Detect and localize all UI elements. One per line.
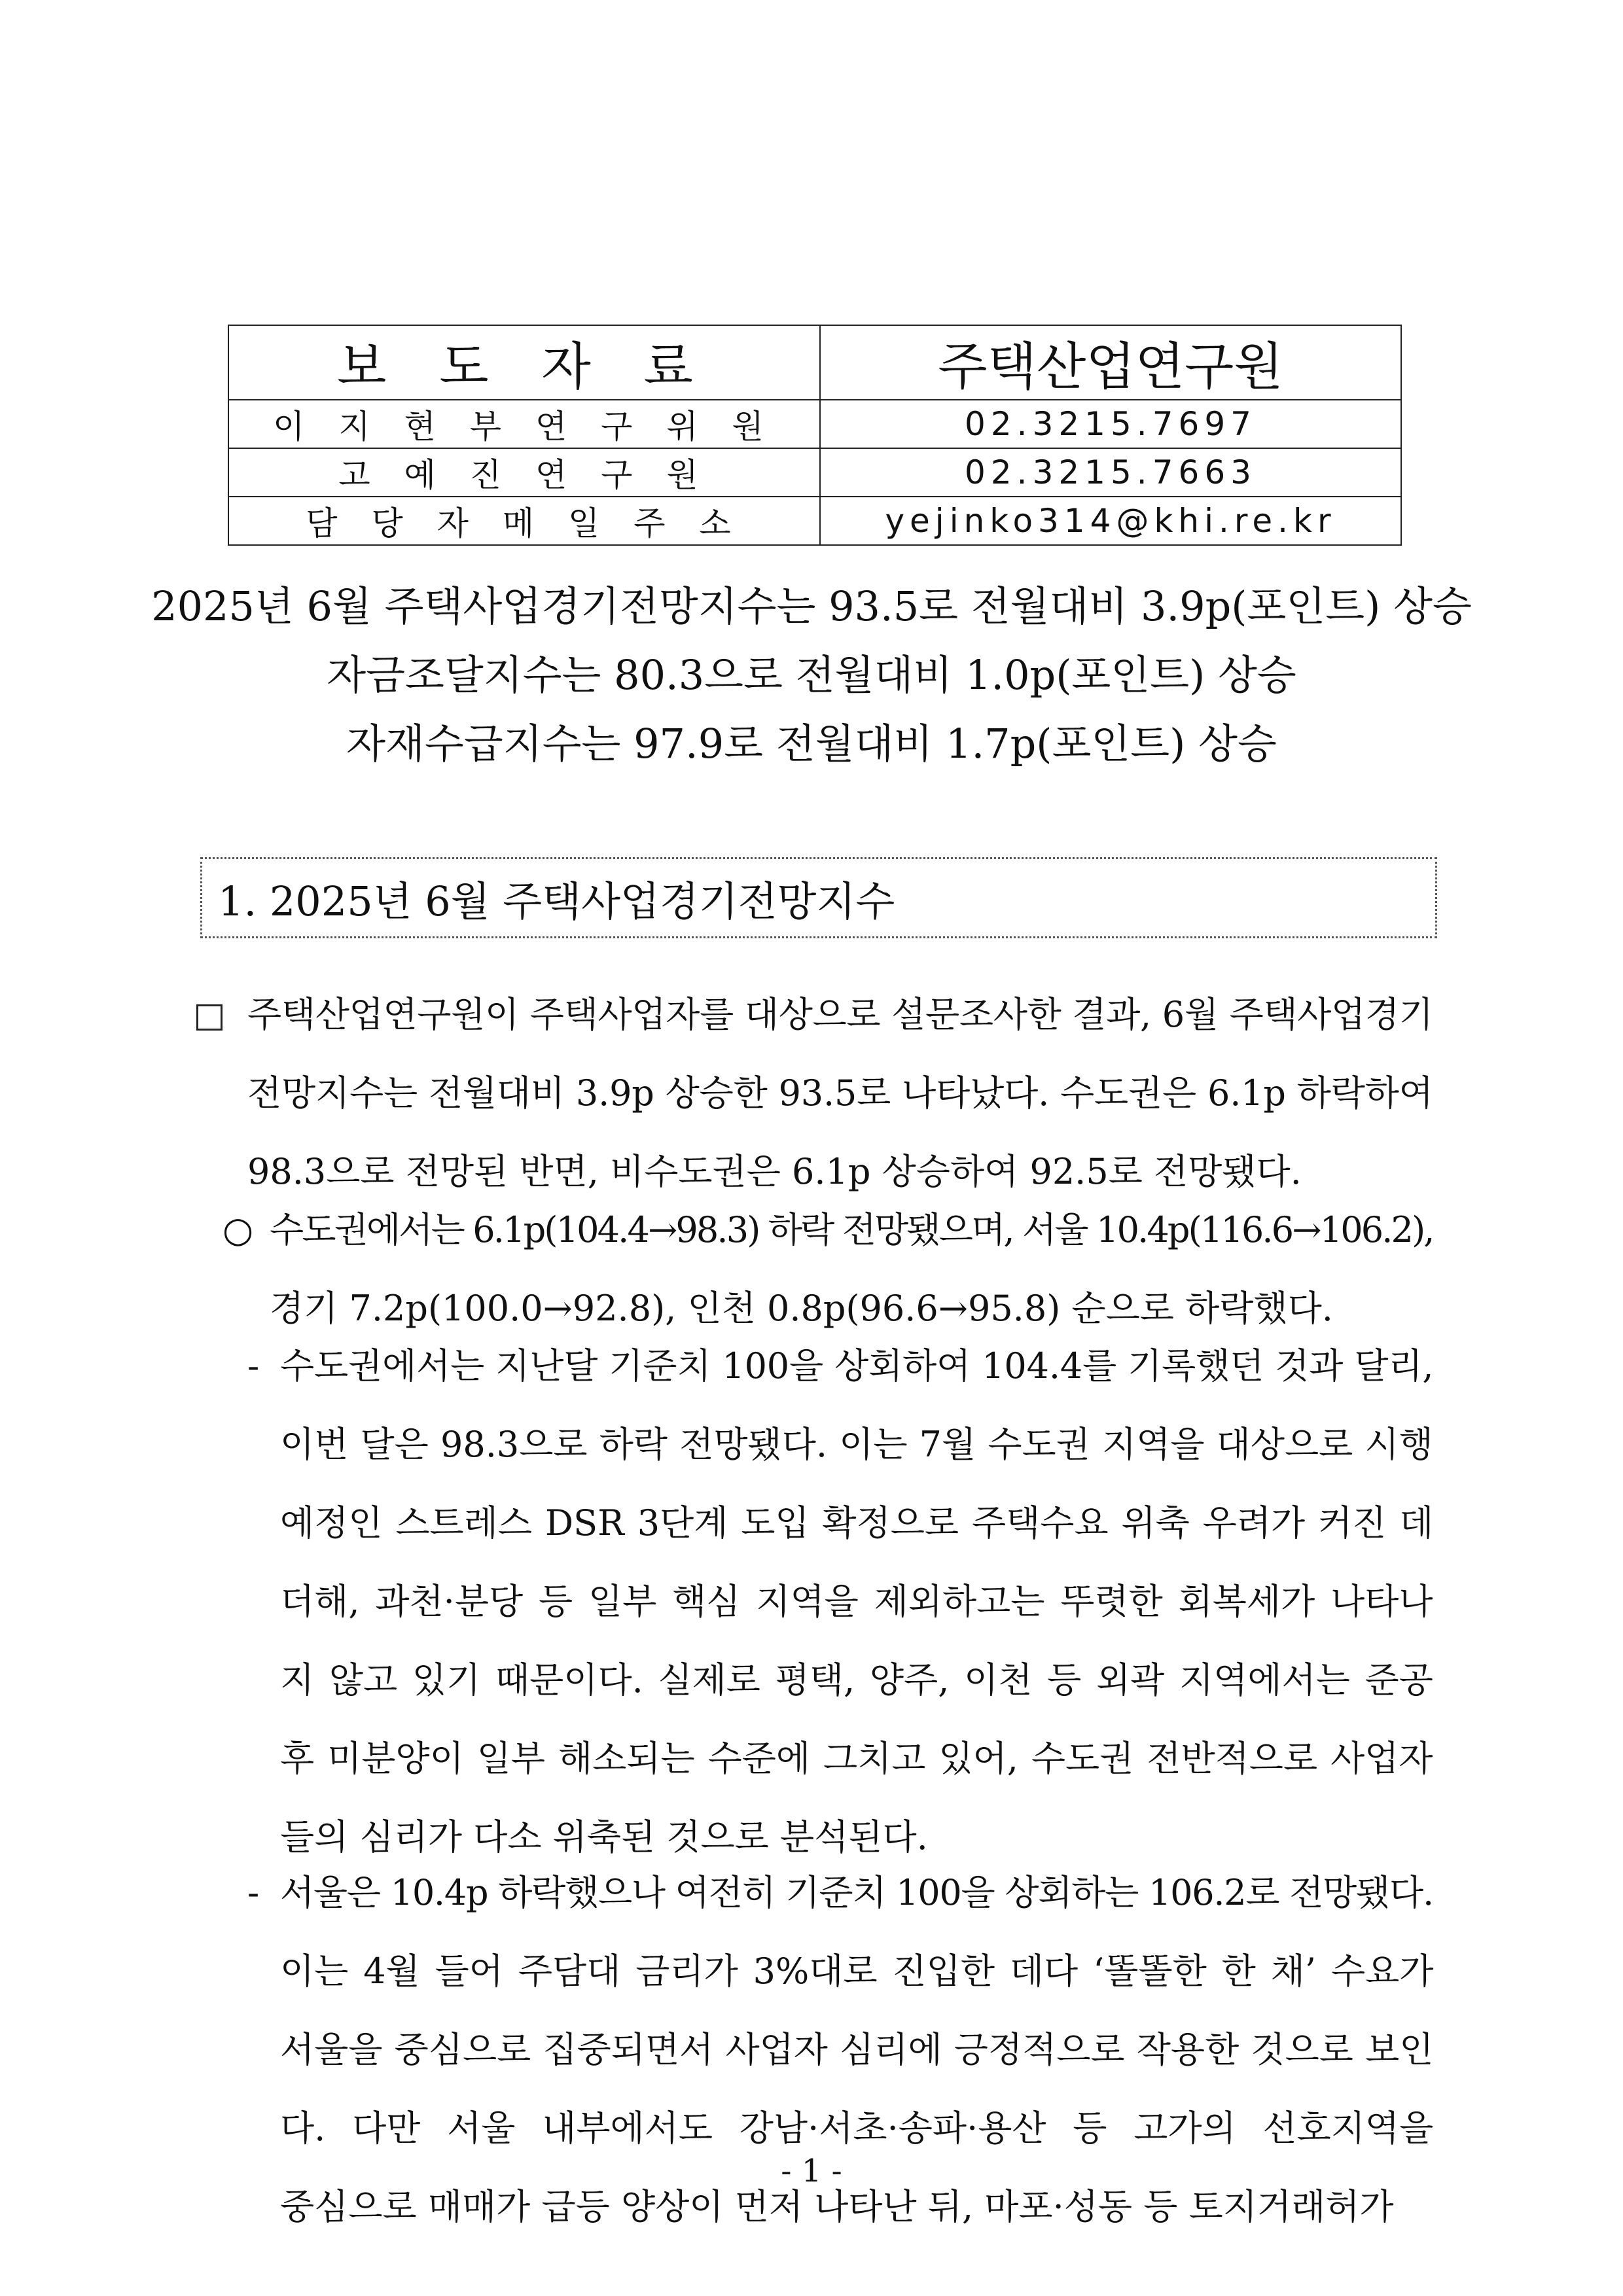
contact-phone: 02.3215.7663	[820, 448, 1401, 497]
bullet-line: 경기 7.2p(100.0→92.8), 인천 0.8p(96.6→95.8) 순으로 하락했다.	[270, 1288, 1333, 1329]
detail-line: 서울은 10.4p 하락했으나 여전히 기준치 100을 상회하는 106.2로 전망됐다.	[280, 1872, 1433, 1913]
detail-paragraph-metro	[280, 1327, 1433, 1877]
detail-line: 서울을 중심으로 집중되면서 사업자 심리에 긍정적으로 작용한 것으로 보인	[280, 2029, 1434, 2070]
detail-line: 중심으로 매매가 급등 양상이 먼저 나타난 뒤, 마포·성동 등 토지거래허가	[280, 2186, 1394, 2227]
detail-line: 더해, 과천·분당 등 일부 핵심 지역을 제외하고는 뚜렷한 회복세가 나타나	[280, 1581, 1433, 1622]
contact-row	[228, 448, 1401, 497]
detail-line: 후 미분양이 일부 해소되는 수준에 그치고 있어, 수도권 전반적으로 사업자	[280, 1738, 1433, 1779]
dash-bullet-icon: -	[247, 1872, 260, 1913]
contact-name: 고 예 진 연 구 원	[228, 448, 820, 497]
summary-line: 주택산업연구원이 주택사업자를 대상으로 설문조사한 결과, 6월 주택사업경기	[247, 994, 1433, 1035]
contact-label: 담 당 자 메 일 주 소	[228, 497, 820, 545]
contact-email: yejinko314@khi.re.kr	[820, 497, 1401, 545]
checkbox-square-icon	[196, 976, 223, 1054]
organization-name: 주택산업연구원	[820, 325, 1401, 400]
section-title: 1. 2025년 6월 주택사업경기전망지수	[218, 877, 895, 925]
detail-line: 이번 달은 98.3으로 하락 전망됐다. 이는 7월 수도권 지역을 대상으로 시행	[280, 1424, 1433, 1465]
doc-type-title: 보 도 자 료	[228, 325, 820, 400]
bullet-line: 수도권에서는 6.1p(104.4→98.3) 하락 전망됐으며, 서울 10.4p(116.6→106.2),	[270, 1209, 1433, 1250]
detail-line: 이는 4월 들어 주담대 금리가 3%대로 진입한 데다 ‘똘똘한 한 채’ 수요가	[280, 1951, 1434, 1992]
dash-bullet-icon: -	[247, 1345, 260, 1386]
page-number: - 1 -	[781, 2153, 842, 2189]
detail-line: 예정인 스트레스 DSR 3단계 도입 확정으로 주택수요 위축 우려가 커진 데	[280, 1502, 1434, 1544]
summary-paragraph	[247, 976, 1433, 1211]
detail-line: 수도권에서는 지난달 기준치 100을 상회하여 104.4를 기록했던 것과 달리,	[280, 1345, 1434, 1386]
press-release-header-table	[228, 325, 1402, 546]
contact-row	[228, 497, 1401, 545]
headline-main: 2025년 6월 주택사업경기전망지수는 93.5로 전월대비 3.9p(포인트) 상승	[151, 582, 1472, 630]
section-heading-box	[200, 857, 1437, 938]
detail-line: 지 않고 있기 때문이다. 실제로 평택, 양주, 이천 등 외곽 지역에서는 준공	[280, 1659, 1433, 1701]
detail-line: 다. 다만 서울 내부에서도 강남·서초·송파·용산 등 고가의 선호지역을	[280, 2108, 1434, 2149]
summary-line: 전망지수는 전월대비 3.9p 상승한 93.5로 나타났다. 수도권은 6.1p 하락하여	[247, 1072, 1433, 1114]
headline-funding: 자금조달지수는 80.3으로 전월대비 1.0p(포인트) 상승	[327, 651, 1296, 699]
contact-row	[228, 400, 1401, 448]
summary-line: 98.3으로 전망된 반면, 비수도권은 6.1p 상승하여 92.5로 전망됐다.	[247, 1151, 1302, 1192]
contact-name: 이 지 현 부 연 구 위 원	[228, 400, 820, 448]
detail-line: 들의 심리가 다소 위축된 것으로 분석된다.	[280, 1816, 928, 1858]
bullet-paragraph	[270, 1191, 1433, 1348]
contact-phone: 02.3215.7697	[820, 400, 1401, 448]
headline-materials: 자재수급지수는 97.9로 전월대비 1.7p(포인트) 상승	[346, 720, 1277, 768]
circle-bullet-icon: ○	[223, 1209, 254, 1250]
header-title-row	[228, 325, 1401, 400]
